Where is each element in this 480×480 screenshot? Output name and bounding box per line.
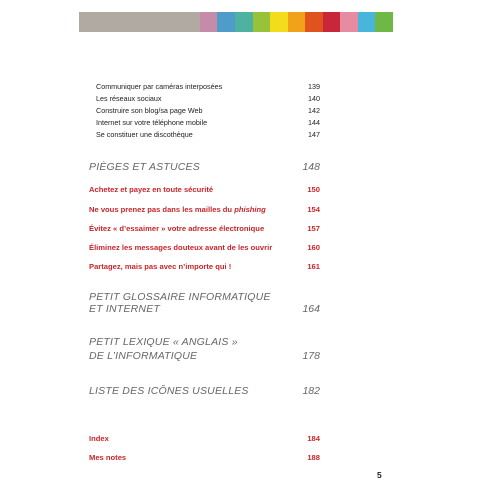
red-entry-page: 161 [307, 262, 320, 271]
section-page: 182 [302, 385, 320, 397]
red-entry-page: 154 [307, 205, 320, 214]
red-entry-label-text: Ne vous prenez pas dans les mailles du [89, 205, 235, 214]
red-entry-label: Achetez et payez en toute sécurité [89, 185, 214, 194]
section-title: PIÈGES ET ASTUCES [89, 161, 200, 173]
color-swatch [305, 12, 323, 32]
color-swatch [253, 12, 271, 32]
red-entry-label: Éliminez les messages douteux avant de les ouvrir [89, 243, 273, 252]
section-title-line2: ET INTERNET [89, 303, 161, 315]
section-page: 148 [302, 161, 320, 173]
section-title-line1: PETIT LEXIQUE « ANGLAIS » [89, 336, 238, 348]
toc-subentry-page: 147 [308, 130, 320, 139]
toc-subentry-page: 140 [308, 94, 320, 103]
toc-subentry-label: Les réseaux sociaux [96, 94, 162, 103]
color-swatch [288, 12, 306, 32]
toc-subentry-page: 144 [308, 118, 320, 127]
section-title-line2: DE L’INFORMATIQUE [89, 350, 198, 362]
red-entry-page: 157 [307, 224, 320, 233]
toc-subentry-page: 142 [308, 106, 320, 115]
section-page: 164 [302, 303, 320, 315]
color-swatch [340, 12, 358, 32]
page-folio: 5 [377, 470, 382, 480]
section-title: LISTE DES ICÔNES USUELLES [89, 385, 249, 397]
toc-subentry-label: Se constituer une discothèque [96, 130, 193, 139]
toc-subentry[interactable] [0, 82, 480, 94]
toc-subentry[interactable] [0, 130, 480, 142]
notes-page: 188 [307, 453, 320, 462]
color-swatch [235, 12, 253, 32]
toc-subentry[interactable] [0, 94, 480, 106]
color-swatch [375, 12, 393, 32]
toc-subentry[interactable] [0, 118, 480, 130]
section-title-line1: PETIT GLOSSAIRE INFORMATIQUE [89, 291, 271, 303]
toc-subentry[interactable] [0, 106, 480, 118]
red-entry-page: 150 [307, 185, 320, 194]
red-entry-label: Partagez, mais pas avec n’importe qui ! [89, 262, 232, 271]
toc-subentry-label: Internet sur votre téléphone mobile [96, 118, 208, 127]
red-entry-label [89, 205, 266, 214]
toc-subentry-label: Communiquer par caméras interposées [96, 82, 223, 91]
index-page: 184 [307, 434, 320, 443]
toc-subentry-page: 139 [308, 82, 320, 91]
red-entry-page: 160 [307, 243, 320, 252]
notes-label: Mes notes [89, 453, 127, 462]
color-band-gray [79, 12, 200, 32]
section-page: 178 [302, 350, 320, 362]
color-swatch [270, 12, 288, 32]
index-label: Index [89, 434, 109, 443]
color-swatch [200, 12, 218, 32]
red-entry-label: Évitez « d’essaimer » votre adresse électronique [89, 224, 265, 233]
color-swatch [358, 12, 376, 32]
color-swatch [323, 12, 341, 32]
toc-subentry-label: Construire son blog/sa page Web [96, 106, 203, 115]
color-swatch [217, 12, 235, 32]
red-entry-label-italic: phishing [234, 205, 266, 214]
color-band [79, 12, 393, 32]
